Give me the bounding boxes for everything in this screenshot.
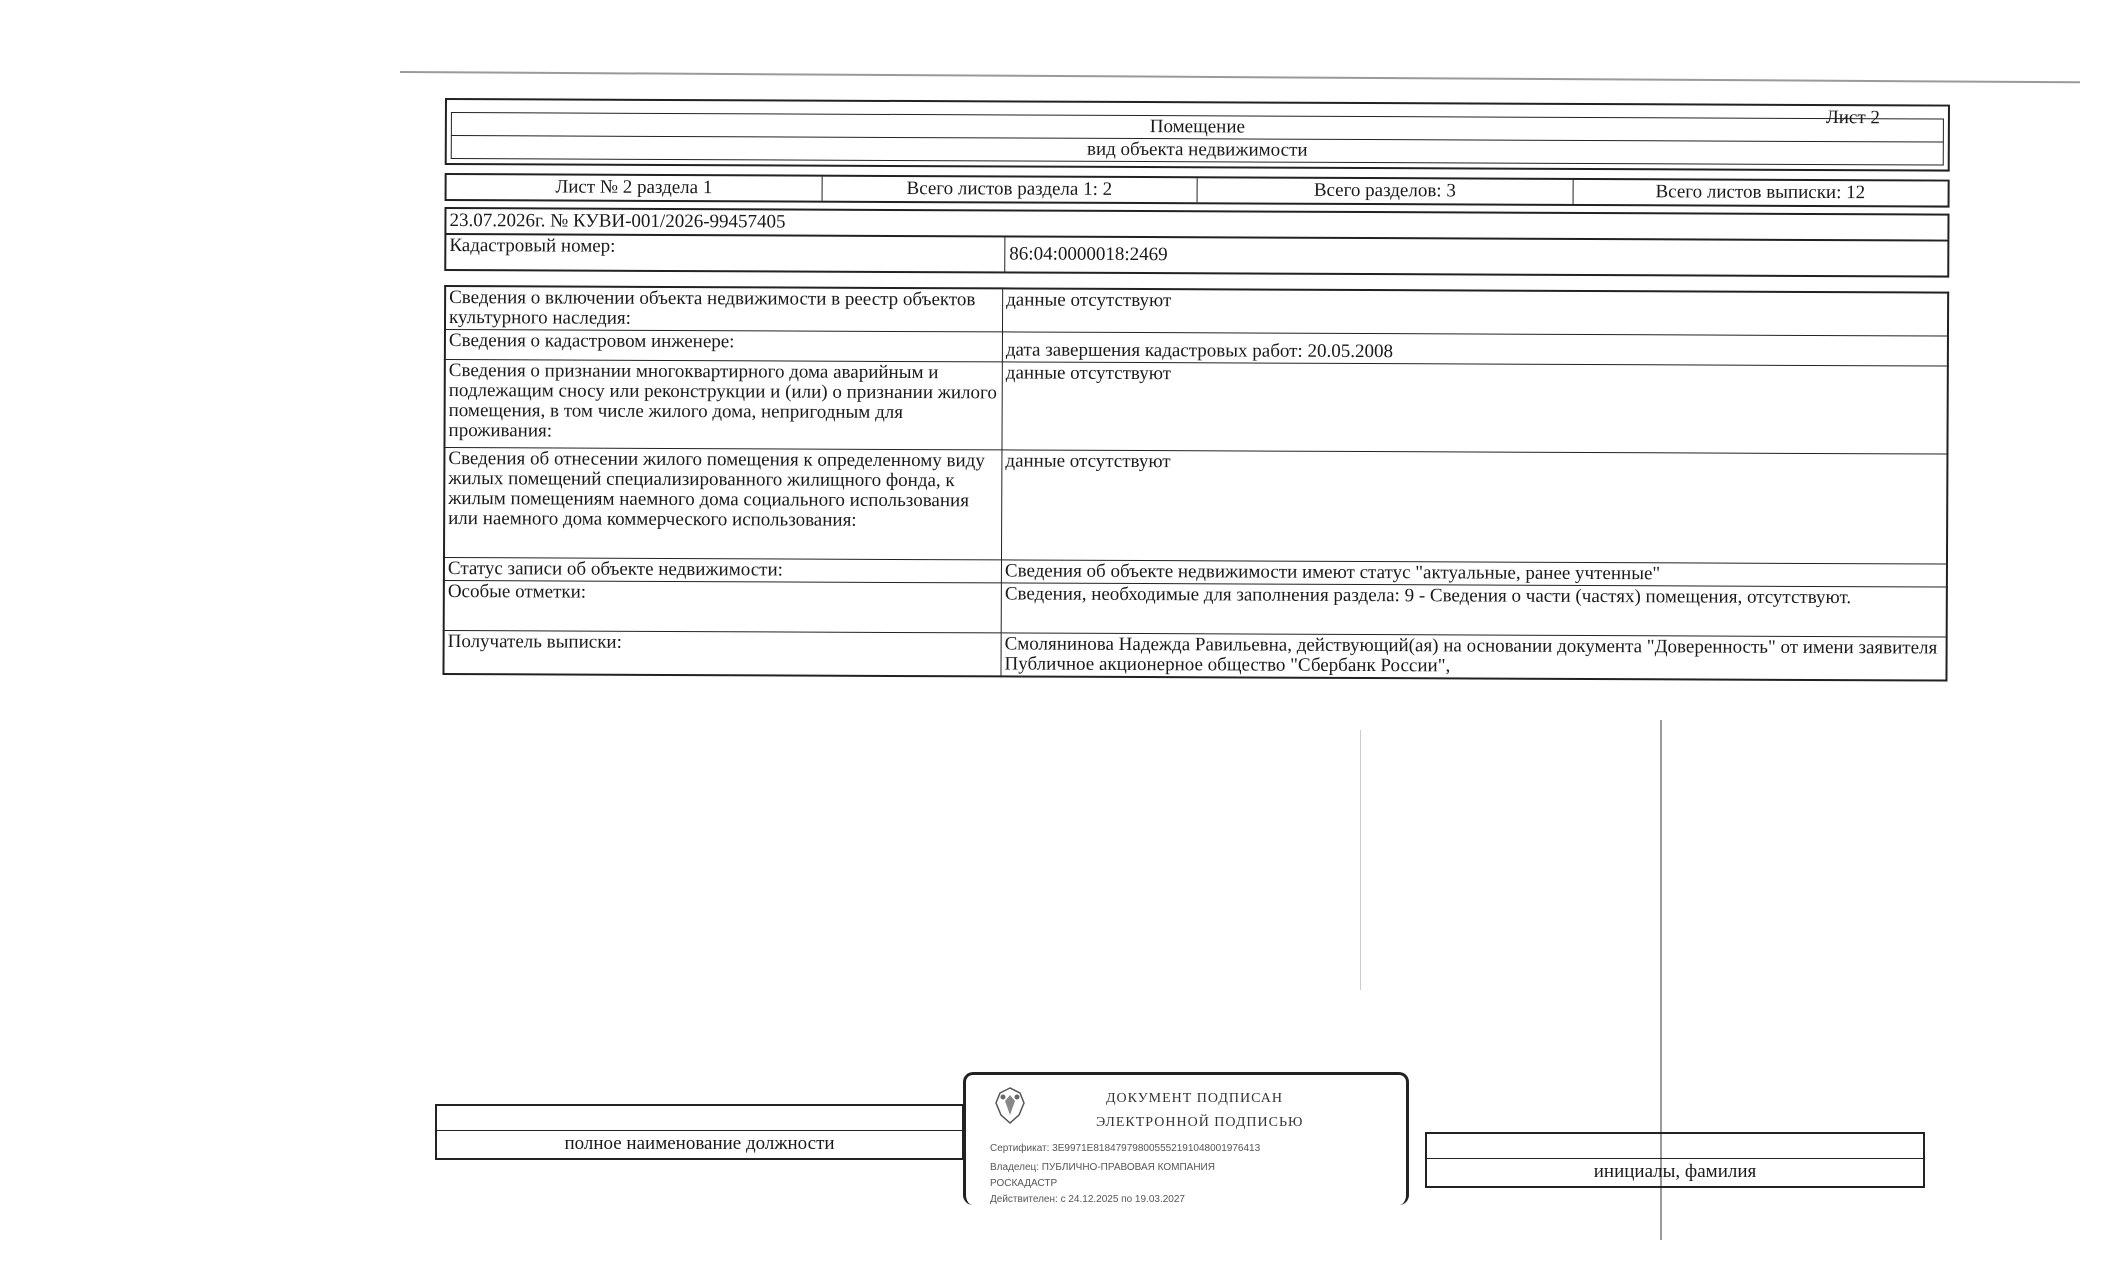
cadastral-label: Кадастровый номер: (449, 235, 616, 257)
stamp-certificate: Сертификат: 3Е9971Е818479798005552191048001976413 (990, 1143, 1261, 1154)
object-type: Помещение (451, 112, 1944, 143)
coat-of-arms-icon (991, 1085, 1029, 1127)
row-value: Сведения, необходимые для заполнения раздела: 9 - Сведения о части (частях) помещения, отсутствуют. (1001, 583, 1947, 637)
object-type-caption: вид объекта недвижимости (451, 136, 1944, 166)
table-row (444, 359, 1947, 454)
sheet-of-section: Лист № 2 раздела 1 (447, 175, 823, 201)
row-value: данные отсутствуют (1001, 450, 1947, 564)
sheet-meta-row (445, 173, 1950, 208)
table-row (443, 630, 1946, 680)
name-caption: инициалы, фамилия (1593, 1161, 1757, 1182)
registration-number: 23.07.2026г. № КУВИ-001/2026-99457405 (444, 207, 1949, 240)
info-table (442, 285, 1949, 681)
table-row (444, 447, 1947, 564)
row-label: Сведения о признании многоквартирного дома аварийным и подлежащим сносу или реконструкции и (или) о признании жилого помещения, в том числе жилого дома, непригодным для проживания: (444, 359, 1002, 449)
row-label: Сведения о включении объекта недвижимости в реестр объектов культурного наследия: (445, 286, 1003, 332)
row-label: Статус записи об объекте недвижимости: (444, 557, 1002, 582)
row-label: Получатель выписки: (443, 630, 1001, 676)
row-value: Смолянинова Надежда Равильевна, действующий(ая) на основании документа "Доверенность" от имени заявителя Публичное акционерное общество "Сбербанк России", (1001, 633, 1947, 681)
row-value: данные отсутствуют (1002, 362, 1948, 454)
cadastral-value: 86:04:0000018:2469 (1004, 237, 1947, 275)
scan-artifact-line (1360, 730, 1361, 990)
object-type-box (445, 98, 1950, 172)
table-row (445, 286, 1948, 336)
position-box (435, 1104, 964, 1160)
total-sections: Всего разделов: 3 (1198, 178, 1574, 204)
stamp-title-line1: ДОКУМЕНТ ПОДПИСАН (1106, 1091, 1283, 1106)
row-label: Сведения об отнесении жилого помещения к определенному виду жилых помещений специализированного жилищного фонда, к жилым помещениям наемного дома социального использования или наемного дома коммерческого использования: (444, 447, 1002, 559)
cadastral-row (444, 233, 1949, 278)
stamp-owner2: РОСКАДАСТР (990, 1178, 1058, 1189)
row-value: данные отсутствуют (1002, 288, 1948, 336)
name-box (1425, 1132, 1925, 1188)
row-label: Сведения о кадастровом инженере: (445, 329, 1003, 361)
row-value: дата завершения кадастровых работ: 20.05.2008 (1002, 332, 1948, 366)
stamp-validity: Действителен: с 24.12.2025 по 19.03.2027 (990, 1194, 1185, 1205)
table-row (444, 580, 1947, 637)
sheet-label: Лист 2 (1825, 107, 1880, 129)
stamp-owner: Владелец: ПУБЛИЧНО-ПРАВОВАЯ КОМПАНИЯ (990, 1162, 1215, 1173)
extract-document (442, 98, 1950, 681)
row-value: Сведения об объекте недвижимости имеют статус "актуальные, ранее учтенные" (1001, 560, 1947, 587)
stamp-title-line2: ЭЛЕКТРОННОЙ ПОДПИСЬЮ (1096, 1115, 1304, 1130)
scan-artifact-line (400, 71, 2080, 83)
electronic-signature-stamp (963, 1072, 1409, 1205)
position-caption: полное наименование должности (564, 1133, 835, 1154)
total-sheets-extract: Всего листов выписки: 12 (1655, 181, 1866, 204)
row-label: Особые отметки: (444, 580, 1002, 632)
total-sheets-section: Всего листов раздела 1: 2 (822, 177, 1198, 203)
